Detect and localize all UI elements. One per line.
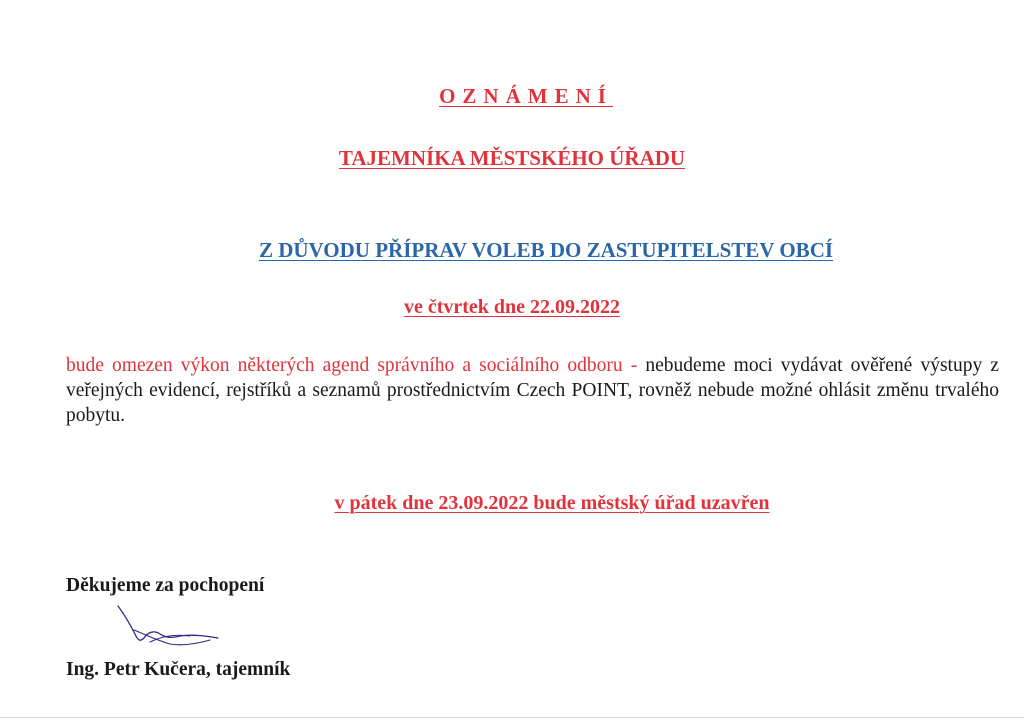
scan-edge-divider <box>0 717 1024 718</box>
announcement-body <box>66 353 999 428</box>
body-restricted-agendas: bude omezen výkon některých agend správního a sociálního odboru - <box>66 355 638 376</box>
handwritten-signature <box>110 600 230 660</box>
reason-heading: Z DŮVODU PŘÍPRAV VOLEB DO ZASTUPITELSTEV OBCÍ <box>258 238 834 262</box>
thursday-date-line: ve čtvrtek dne 22.09.2022 <box>403 296 621 318</box>
announcement-heading: OZNÁMENÍ <box>439 84 613 108</box>
secretary-subheading: TAJEMNÍKA MĚSTSKÉHO ÚŘADU <box>338 146 686 170</box>
thanks-text: Děkujeme za pochopení <box>66 575 265 596</box>
signer-name: Ing. Petr Kučera, tajemník <box>66 659 291 680</box>
body-details: nebudeme moci vydávat ověřené výstupy z veřejných evidencí, rejstříků a seznamů prostřednictvím Czech POINT, rovněž nebude možné ohlásit změnu trvalého pobytu. <box>66 355 999 426</box>
friday-closure-line: v pátek dne 23.09.2022 bude městský úřad uzavřen <box>334 492 770 514</box>
